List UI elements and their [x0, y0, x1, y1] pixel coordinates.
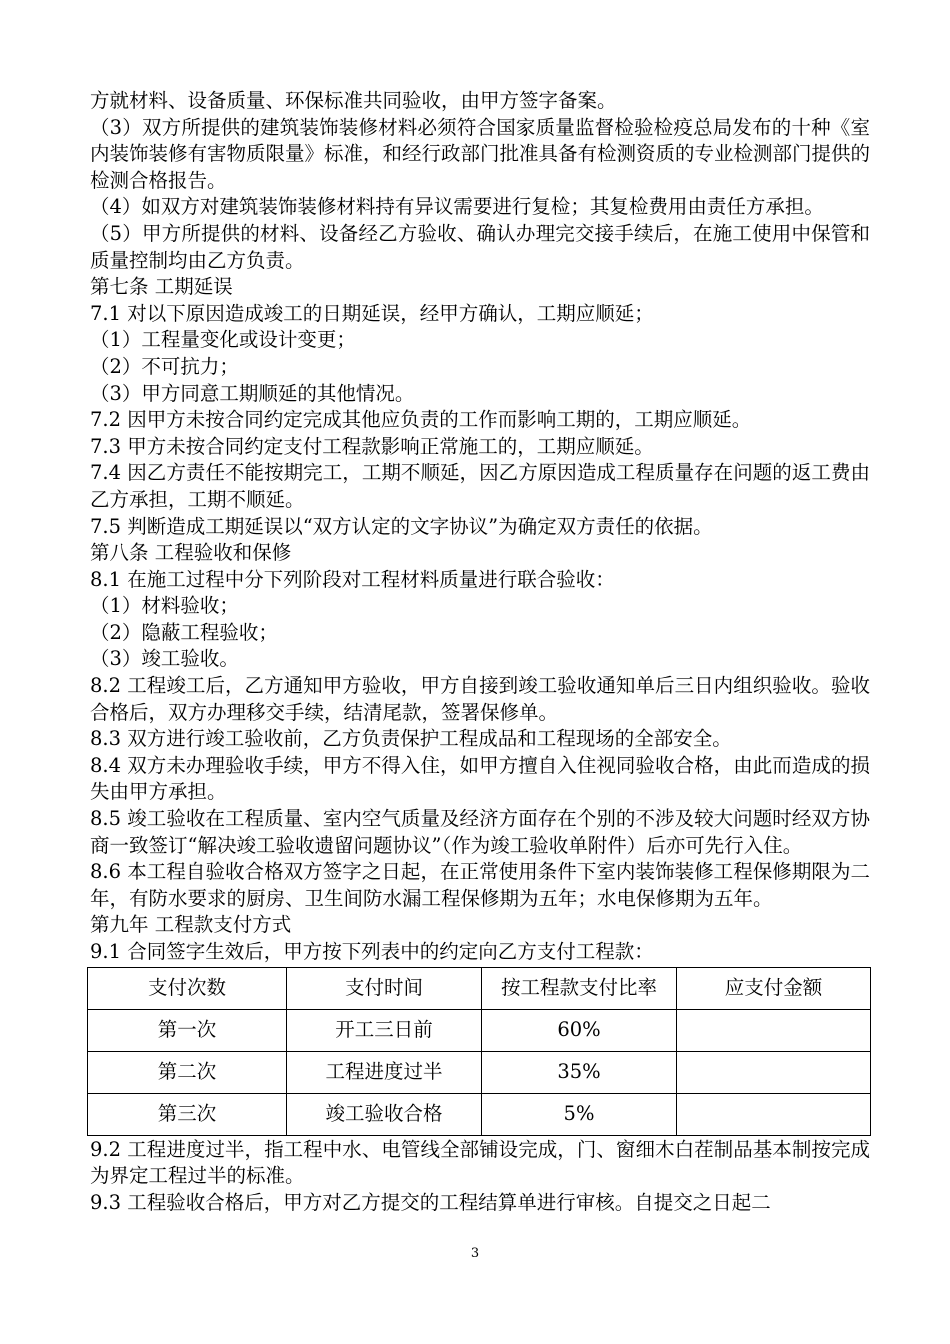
table-cell: 60%: [482, 1009, 677, 1051]
table-cell: 工程进度过半: [287, 1051, 482, 1093]
paragraph: 7.5 判断造成工期延误以“双方认定的文字协议”为确定双方责任的依据。: [90, 514, 713, 538]
paragraph: 第八条 工程验收和保修: [90, 541, 292, 565]
paragraph: 第九年 工程款支付方式: [90, 913, 292, 937]
paragraph: 7.4 因乙方责任不能按期完工，工期不顺延，因乙方原因造成工程质量存在问题的返工费由乙方承担，工期不顺延。: [90, 461, 870, 511]
table-cell: [677, 1009, 871, 1051]
paragraph: （1）材料验收；: [90, 594, 239, 618]
table-cell: [677, 1051, 871, 1093]
payment-schedule-table: [87, 967, 871, 1136]
paragraph: 8.6 本工程自验收合格双方签字之日起，在正常使用条件下室内装饰装修工程保修期限为二年，有防水要求的厨房、卫生间防水漏工程保修期为五年；水电保修期为五年。: [90, 860, 870, 910]
body-text-after-table: [90, 1137, 870, 1217]
paragraph: （3）双方所提供的建筑装饰装修材料必须符合国家质量监督检验检疫总局发布的十种《室内装饰装修有害物质限量》标准，和经行政部门批准具备有检测资质的专业检测部门提供的检测合格报告。: [90, 115, 871, 192]
table-cell: 5%: [482, 1093, 677, 1135]
table-cell: 第一次: [88, 1009, 287, 1051]
header-cell-payment-count: 支付次数: [88, 967, 287, 1009]
header-cell-payment-ratio: 按工程款支付比率: [482, 967, 677, 1009]
table-cell: 第三次: [88, 1093, 287, 1135]
paragraph: （5）甲方所提供的材料、设备经乙方验收、确认办理完交接手续后，在施工使用中保管和质量控制均由乙方负责。: [90, 221, 870, 272]
paragraph: 7.2 因甲方未按合同约定完成其他应负责的工作而影响工期的，工期应顺延。: [90, 408, 752, 432]
table-row: [88, 1009, 871, 1051]
table-cell: 竣工验收合格: [287, 1093, 482, 1135]
paragraph: （4）如双方对建筑装饰装修材料持有异议需要进行复检；其复检费用由责任方承担。: [90, 195, 824, 219]
table-cell: 开工三日前: [287, 1009, 482, 1051]
header-cell-payment-time: 支付时间: [287, 967, 482, 1009]
table-cell: [677, 1093, 871, 1135]
body-text-before-table: [90, 88, 870, 966]
paragraph: 8.1 在施工过程中分下列阶段对工程材料质量进行联合验收：: [90, 567, 615, 591]
paragraph: 8.2 工程竣工后，乙方通知甲方验收，甲方自接到竣工验收通知单后三日内组织验收。验收合格后，双方办理移交手续，结清尾款，签署保修单。: [90, 674, 870, 724]
paragraph: 8.5 竣工验收在工程质量、室内空气质量及经济方面存在个别的不涉及较大问题时经双方协商一致签订“解决竣工验收遗留问题协议”（作为竣工验收单附件）后亦可先行入住。: [90, 807, 870, 857]
document-page: [90, 88, 870, 1216]
paragraph: 9.3 工程验收合格后，甲方对乙方提交的工程结算单进行审核。自提交之日起二: [90, 1190, 771, 1214]
table-row: [88, 1093, 871, 1135]
paragraph: （3）竣工验收。: [90, 647, 239, 671]
paragraph: 7.1 对以下原因造成竣工的日期延误，经甲方确认，工期应顺延；: [90, 301, 654, 325]
paragraph: （1）工程量变化或设计变更；: [90, 328, 356, 352]
header-cell-payment-amount: 应支付金额: [677, 967, 871, 1009]
paragraph: （2）不可抗力；: [90, 354, 239, 378]
table-cell: 第二次: [88, 1051, 287, 1093]
paragraph: （3）甲方同意工期顺延的其他情况。: [90, 381, 415, 405]
paragraph: 7.3 甲方未按合同约定支付工程款影响正常施工的，工期应顺延。: [90, 434, 654, 458]
paragraph: 方就材料、设备质量、环保标准共同验收，由甲方签字备案。: [90, 89, 617, 112]
paragraph: 8.3 双方进行竣工验收前，乙方负责保护工程成品和工程现场的全部安全。: [90, 727, 732, 751]
paragraph: （2）隐蔽工程验收；: [90, 620, 278, 644]
paragraph: 8.4 双方未办理验收手续，甲方不得入住，如甲方擅自入住视同验收合格，由此而造成的损失由甲方承担。: [90, 753, 870, 804]
paragraph: 9.2 工程进度过半，指工程中水、电管线全部铺设完成，门、窗细木白茬制品基本制按完成为界定工程过半的标准。: [90, 1137, 870, 1188]
paragraph: 9.1 合同签字生效后，甲方按下列表中的约定向乙方支付工程款：: [90, 940, 654, 963]
paragraph: 第七条 工期延误: [90, 275, 233, 299]
page-number: 3: [470, 1246, 480, 1261]
table-cell: 35%: [482, 1051, 677, 1093]
table-header-row: [88, 967, 871, 1009]
table-row: [88, 1051, 871, 1093]
